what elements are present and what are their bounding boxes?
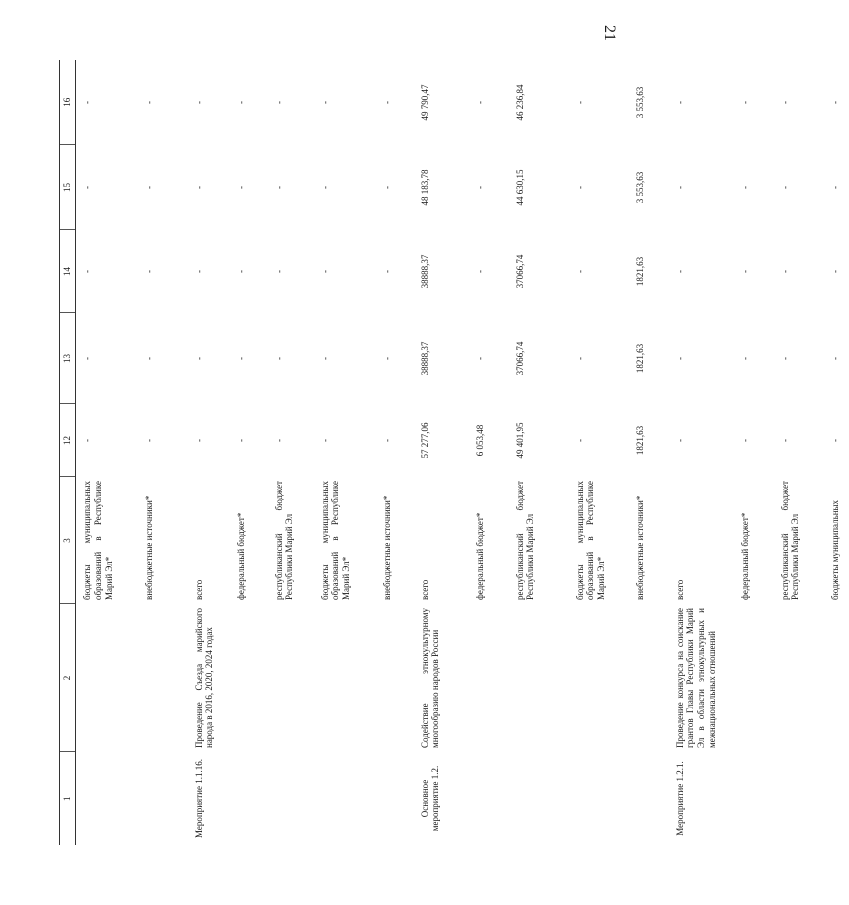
cell-col2 [774,604,824,752]
cell-col13: - [829,357,840,360]
cell-col2 [268,604,314,752]
table-row [138,60,188,845]
cell-col12: - [381,439,392,442]
cell-col12: - [143,439,154,442]
cell-col13: 37066,74 [514,341,525,376]
cell-col16: - [674,101,685,104]
table-row [469,60,509,845]
cell-col3: внебюджетные источники* [381,495,392,600]
cell-col2 [629,604,669,752]
cell-col1 [509,752,569,845]
cell-col13: - [574,357,585,360]
table-row [314,60,376,845]
cell-col3: бюджеты муниципальных [829,499,840,600]
cell-col1 [230,752,268,845]
cell-col16: - [235,101,246,104]
cell-col2 [469,604,509,752]
cell-col14: - [829,270,840,273]
cell-col16: - [829,101,840,104]
cell-col15: - [235,186,246,189]
table-row [824,60,849,845]
cell-col16: - [273,101,284,104]
cell-col2 [76,604,138,752]
table-row [774,60,824,845]
cell-col16: - [319,101,330,104]
cell-col3: всего [674,579,685,600]
cell-col15: - [273,186,284,189]
header-row [60,60,76,845]
cell-col16: - [193,101,204,104]
table-row [734,60,774,845]
cell-col2 [138,604,188,752]
cell-col16: - [779,101,790,104]
cell-col16: - [739,101,750,104]
cell-col14: - [779,270,790,273]
cell-col12: 49 401,95 [514,422,525,459]
budget-table [59,60,849,845]
table-row [569,60,629,845]
cell-col12: - [829,439,840,442]
cell-col14: 1821,63 [634,256,645,287]
cell-col3: федеральный бюджет* [739,512,750,600]
cell-col15: 44 630,15 [514,169,525,206]
column-header: 15 [60,145,76,230]
cell-col13: - [273,357,284,360]
cell-col14: - [381,270,392,273]
cell-col15: - [674,186,685,189]
cell-col2 [824,604,849,752]
cell-col12: - [273,439,284,442]
cell-col12: - [739,439,750,442]
cell-col12: - [235,439,246,442]
cell-col2 [569,604,629,752]
cell-col13: - [381,357,392,360]
cell-col3: республиканский бюджет Республики Марий Эл [779,481,801,600]
cell-col14: - [319,270,330,273]
cell-col2 [509,604,569,752]
cell-col15: - [574,186,585,189]
column-header: 14 [60,230,76,313]
column-header: 3 [60,477,76,604]
table-row [188,60,230,845]
cell-col16: 46 236,84 [514,84,525,121]
cell-col16: 49 790,47 [419,84,430,121]
cell-col1 [268,752,314,845]
cell-col1 [138,752,188,845]
cell-col15: - [474,186,485,189]
cell-col13: - [82,357,92,360]
cell-col1 [376,752,414,845]
cell-col12: 6 053,48 [474,424,485,457]
cell-col15: - [739,186,750,189]
cell-col16: - [143,101,154,104]
cell-col12: - [319,439,330,442]
cell-col12: - [82,439,92,442]
cell-col1: Основное мероприятие 1.2. [419,765,441,832]
cell-col1 [824,752,849,845]
cell-col1 [76,752,138,845]
table-row [268,60,314,845]
cell-col16: - [474,101,485,104]
cell-col13: - [474,357,485,360]
cell-col13: 38888,37 [419,341,430,376]
cell-col14: - [674,270,685,273]
cell-col14: - [273,270,284,273]
cell-col1 [314,752,376,845]
cell-col2: Содействие этнокультурному многообразию народов России [419,608,441,748]
cell-col12: - [674,439,685,442]
page-number: 21 [601,25,618,41]
cell-col13: - [779,357,790,360]
column-header: 16 [60,60,76,145]
cell-col3: внебюджетные источники* [634,495,645,600]
cell-col14: - [143,270,154,273]
cell-col15: 48 183,78 [419,169,430,206]
cell-col16: - [82,101,92,104]
cell-col3: всего [419,579,430,600]
column-header: 12 [60,404,76,477]
cell-col13: 1821,63 [634,343,645,374]
cell-col1 [569,752,629,845]
cell-col12: - [193,439,204,442]
cell-col3: бюджеты муниципальных образований в Республике Марий Эл* [319,481,352,600]
column-header: 1 [60,752,76,845]
cell-col1 [734,752,774,845]
cell-col3: республиканский бюджет Республики Марий Эл [514,481,536,600]
cell-col2 [230,604,268,752]
cell-col15: - [82,186,92,189]
cell-col2 [734,604,774,752]
cell-col3: бюджеты муниципальных образований в Республике Марий Эл* [82,481,114,600]
cell-col13: - [674,357,685,360]
table-row [669,60,734,845]
cell-col14: 37066,74 [514,254,525,289]
column-header: 2 [60,604,76,752]
cell-col14: - [235,270,246,273]
cell-col15: - [319,186,330,189]
cell-col2: Проведение конкурса на соискание грантов Главы Республики Марий Эл в области этнокультурных и межнациональных отношений [674,608,718,748]
cell-col12: 1821,63 [634,425,645,456]
column-header: 13 [60,313,76,404]
cell-col3: бюджеты муниципальных образований в Республике Марий Эл* [574,481,607,600]
cell-col12: 57 277,06 [419,422,430,459]
cell-col13: - [319,357,330,360]
cell-col14: - [739,270,750,273]
cell-col2: Проведение Съезда марийского народа в 2016, 2020, 2024 годах [193,608,215,748]
table-row [509,60,569,845]
table-row [230,60,268,845]
cell-col14: - [193,270,204,273]
cell-col12: - [574,439,585,442]
cell-col2 [314,604,376,752]
cell-col16: 3 553,63 [634,86,645,119]
cell-col2 [376,604,414,752]
cell-col1 [629,752,669,845]
cell-col15: - [829,186,840,189]
table-body [76,60,849,845]
cell-col16: - [574,101,585,104]
cell-col3: республиканский бюджет Республики Марий Эл [273,481,295,600]
cell-col13: - [235,357,246,360]
cell-col15: - [143,186,154,189]
cell-col3: федеральный бюджет* [474,512,485,600]
cell-col16: - [381,101,392,104]
cell-col12: - [779,439,790,442]
cell-col13: - [193,357,204,360]
cell-col3: федеральный бюджет* [235,512,246,600]
cell-col15: - [193,186,204,189]
cell-col14: - [474,270,485,273]
cell-col14: 38888,37 [419,254,430,289]
cell-col13: - [739,357,750,360]
table-row [376,60,414,845]
cell-col3: всего [193,579,204,600]
cell-col14: - [574,270,585,273]
cell-col1 [469,752,509,845]
table-row [414,60,469,845]
table-row [76,60,138,845]
table-row [629,60,669,845]
budget-table-container [59,60,840,845]
cell-col14: - [82,270,92,273]
cell-col1: Мероприятие 1.1.16. [193,759,204,838]
cell-col13: - [143,357,154,360]
cell-col1: Мероприятие 1.2.1. [674,761,685,836]
cell-col3: внебюджетные источники* [143,495,154,600]
cell-col15: - [381,186,392,189]
cell-col15: 3 553,63 [634,171,645,204]
cell-col15: - [779,186,790,189]
cell-col1 [774,752,824,845]
